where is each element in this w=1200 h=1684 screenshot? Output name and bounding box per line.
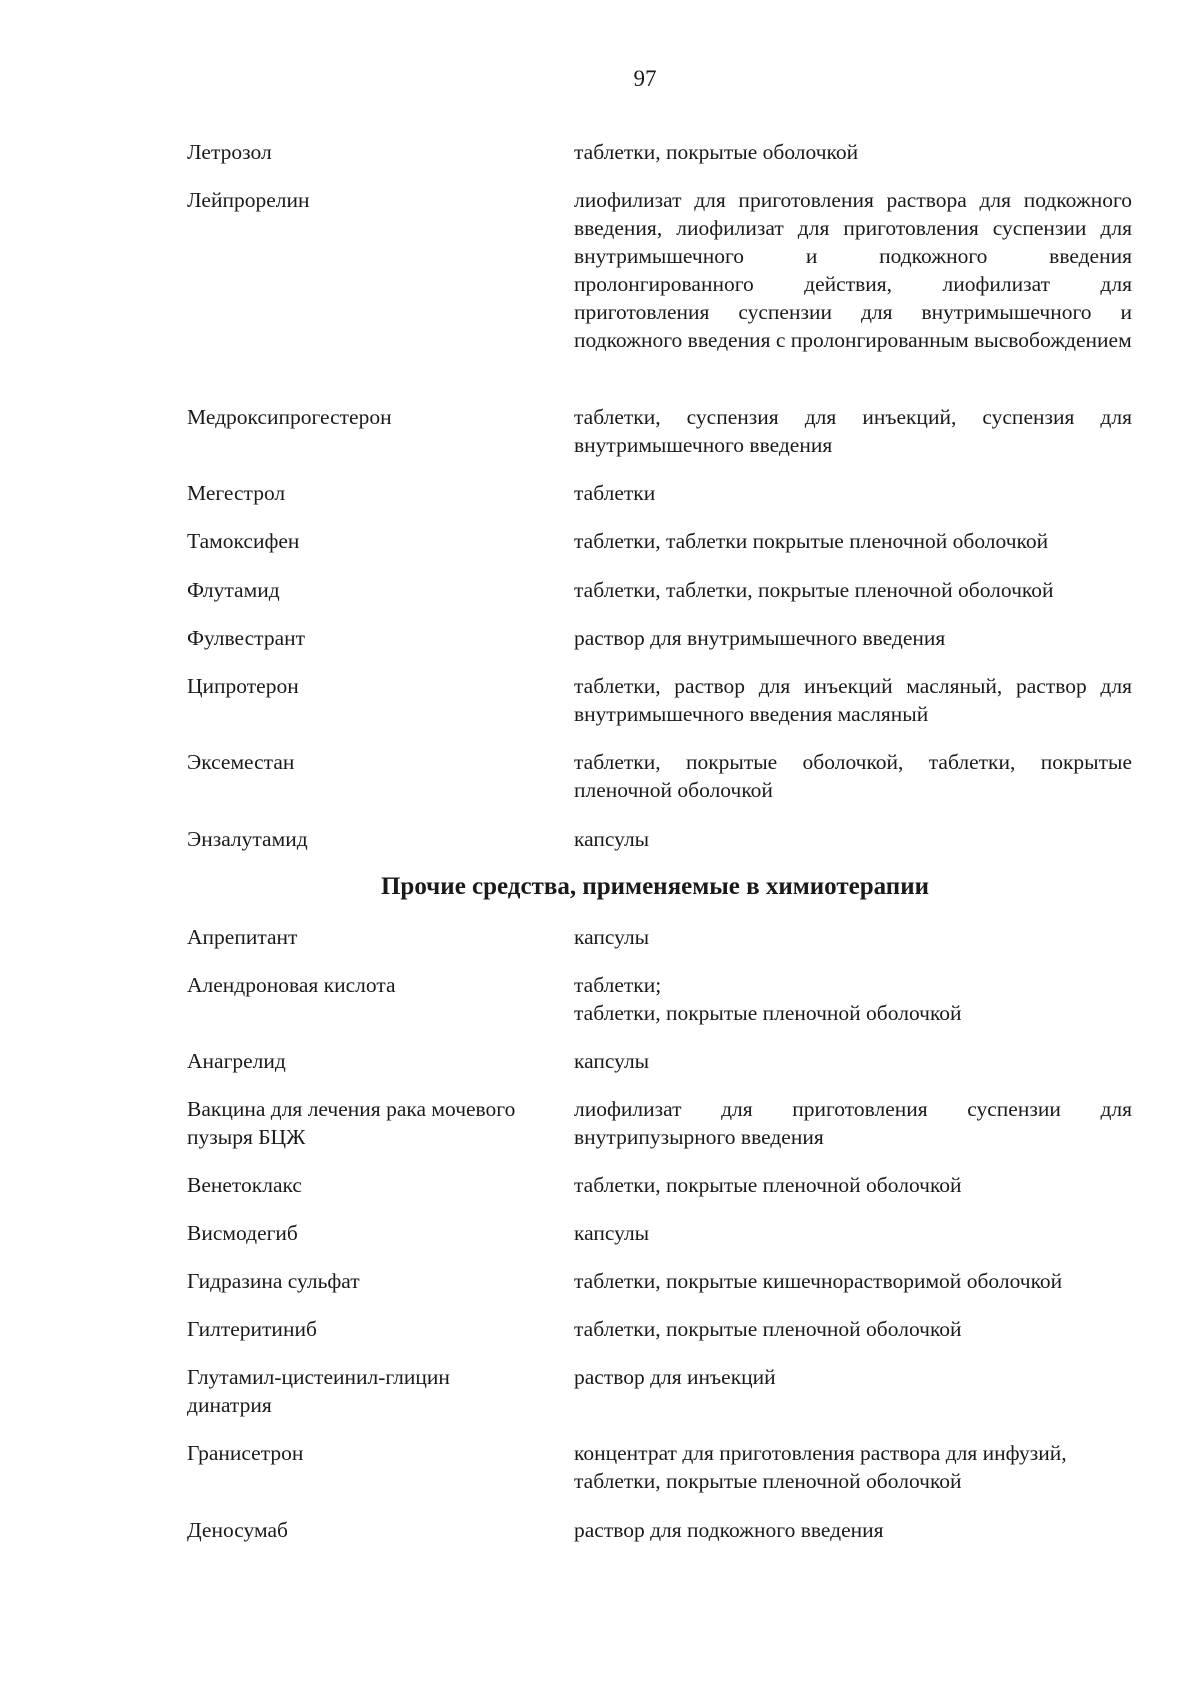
drug-name: Гилтеритиниб xyxy=(187,1317,317,1341)
table-row xyxy=(187,1219,1132,1247)
table-row xyxy=(187,479,1132,507)
dosage-form: концентрат для приготовления раствора для инфузий, таблетки, покрытые пленочной оболочкой xyxy=(574,1441,1067,1493)
table-row xyxy=(187,403,1132,459)
drug-name: Летрозол xyxy=(187,140,272,164)
table-row xyxy=(187,1363,1132,1419)
page-number: 97 xyxy=(633,66,657,91)
dosage-form: лиофилизат для приготовления раствора для подкожного введения, лиофилизат для приготовления суспензии для внутримышечного и подкожного введения пролонгированного действия, лиофилизат для приготовления суспензии для внутримышечного и подкожного введения с пролонгированным высвобождением xyxy=(574,188,1132,352)
table-row xyxy=(187,1516,1132,1544)
table-row xyxy=(187,971,1132,1027)
dosage-form: раствор для подкожного введения xyxy=(574,1518,884,1542)
dosage-form: таблетки, покрытые пленочной оболочкой xyxy=(574,1173,962,1197)
table-row xyxy=(187,1267,1132,1295)
table-row xyxy=(187,1095,1132,1151)
dosage-form: капсулы xyxy=(574,1049,650,1073)
drug-name: Ципротерон xyxy=(187,674,299,698)
drug-name: Деносумаб xyxy=(187,1518,288,1542)
dosage-form xyxy=(574,971,1132,1027)
table-row xyxy=(187,527,1132,555)
dosage-form: таблетки, таблетки, покрытые пленочной оболочкой xyxy=(574,578,1054,602)
dosage-form-line: таблетки, покрытые пленочной оболочкой xyxy=(574,1001,962,1025)
table-row xyxy=(187,576,1132,604)
table-row xyxy=(187,825,1132,853)
drug-name: Алендроновая кислота xyxy=(187,973,396,997)
drug-name: Медроксипрогестерон xyxy=(187,405,392,429)
table-row xyxy=(187,624,1132,652)
drug-name xyxy=(187,1363,574,1419)
dosage-form: капсулы xyxy=(574,1221,650,1245)
drug-name: Флутамид xyxy=(187,578,280,602)
dosage-form: таблетки, суспензия для инъекций, суспензия для внутримышечного введения xyxy=(574,405,1132,457)
dosage-form: лиофилизат для приготовления суспензии для внутрипузырного введения xyxy=(574,1097,1132,1149)
table-row xyxy=(187,1171,1132,1199)
drug-name: Гранисетрон xyxy=(187,1441,304,1465)
dosage-form: таблетки, покрытые кишечнорастворимой оболочкой xyxy=(574,1269,1063,1293)
drug-name: Апрепитант xyxy=(187,925,298,949)
section-heading: Прочие средства, применяемые в химиотерапии xyxy=(380,873,930,900)
dosage-form: таблетки, покрытые оболочкой, таблетки, покрытые пленочной оболочкой xyxy=(574,750,1132,802)
table-row xyxy=(187,186,1132,354)
drug-name: Гидразина сульфат xyxy=(187,1269,360,1293)
drug-name: Энзалутамид xyxy=(187,827,308,851)
drug-name: Эксеместан xyxy=(187,750,295,774)
dosage-form: капсулы xyxy=(574,925,650,949)
drug-name: Мегестрол xyxy=(187,481,286,505)
dosage-form: раствор для инъекций xyxy=(574,1365,776,1389)
dosage-form: таблетки, раствор для инъекций масляный, раствор для внутримышечного введения масляный xyxy=(574,674,1132,726)
drug-name: Висмодегиб xyxy=(187,1221,298,1245)
table-row xyxy=(187,1315,1132,1343)
table-row xyxy=(187,138,1132,166)
dosage-form: таблетки, таблетки покрытые пленочной оболочкой xyxy=(574,529,1049,553)
drug-name-text: Глутамил-цистеинил-глицин динатрия xyxy=(187,1365,450,1417)
table-row xyxy=(187,672,1132,728)
dosage-form: раствор для внутримышечного введения xyxy=(574,626,946,650)
dosage-form: таблетки, покрытые оболочкой xyxy=(574,140,859,164)
drug-name: Венетоклакс xyxy=(187,1173,302,1197)
dosage-form-line: таблетки; xyxy=(574,973,662,997)
drug-name: Вакцина для лечения рака мочевого пузыря БЦЖ xyxy=(187,1097,516,1149)
drug-name: Тамоксифен xyxy=(187,529,300,553)
drug-name: Лейпрорелин xyxy=(187,188,310,212)
table-row xyxy=(187,1047,1132,1075)
table-row xyxy=(187,1439,1132,1495)
dosage-form: капсулы xyxy=(574,827,650,851)
dosage-form: таблетки xyxy=(574,481,656,505)
drug-name: Фулвестрант xyxy=(187,626,306,650)
table-row xyxy=(187,923,1132,951)
drug-name: Анагрелид xyxy=(187,1049,286,1073)
table-row xyxy=(187,748,1132,804)
dosage-form: таблетки, покрытые пленочной оболочкой xyxy=(574,1317,962,1341)
